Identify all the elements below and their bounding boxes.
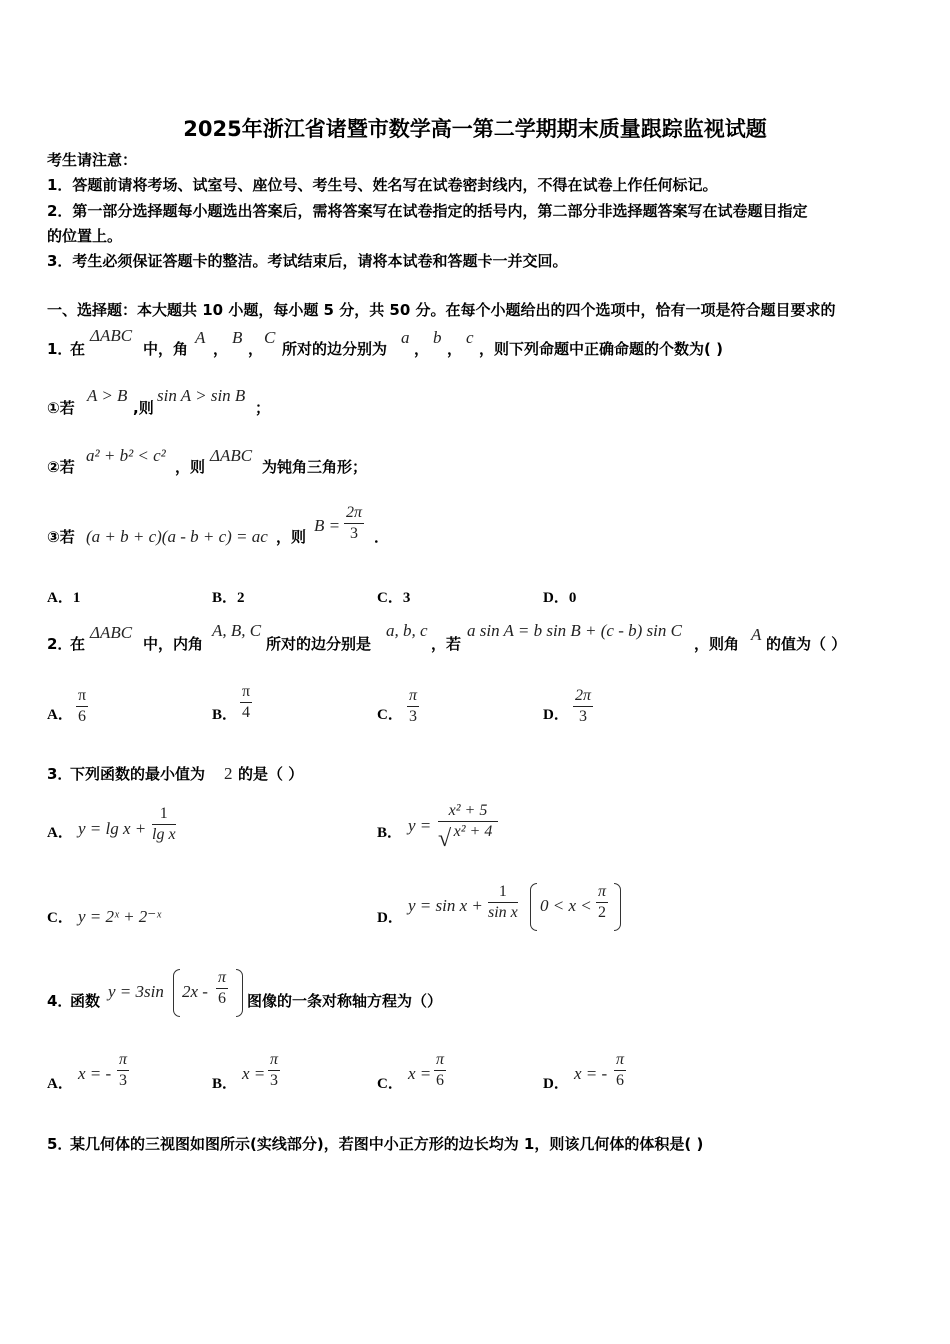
q2-text: 的值为（ ） (766, 635, 847, 653)
q4-text: 图像的一条对称轴方程为（） (247, 992, 443, 1010)
q1-comma: ， (414, 340, 430, 358)
q2-triangle: ΔABC (90, 623, 133, 642)
left-paren-icon (530, 883, 537, 931)
option-c: C．3 (377, 590, 411, 606)
q1-text: 中，角 (143, 340, 189, 358)
q3-a-expr: y = lg x + (78, 819, 147, 838)
q1-text: ，则 (276, 528, 307, 546)
right-paren-icon (614, 883, 621, 931)
question-number: 4． (47, 992, 73, 1010)
q2-text: ，若 (431, 635, 462, 653)
q1-angle-c: C (264, 328, 276, 347)
notice-heading: 考生请注意： (47, 151, 138, 169)
option-b: B． (212, 707, 238, 723)
fraction: $\frac{\pi}{3}$ (409, 687, 418, 725)
q4-d-expr: x = - (574, 1064, 608, 1083)
q1-text: 所对的边分别为 (282, 340, 388, 358)
q1-side-a: a (401, 328, 410, 347)
option-d: D．0 (543, 590, 577, 606)
notice-item: 1．答题前请将考场、试室号、座位号、考生号、姓名写在试卷密封线内，不得在试卷上作任何标记。 (47, 176, 718, 194)
q5-text: 某几何体的三视图如图所示(实线部分)，若图中小正方形的边长均为 1，则该几何体的体积是( ) (70, 1135, 704, 1153)
q2-text: 在 (70, 635, 86, 653)
q3-c-expr: y = 2ˣ + 2⁻ˣ (78, 907, 162, 926)
option-c: C． (377, 1076, 403, 1092)
q4-text: 函数 (70, 992, 101, 1010)
option-b: B． (212, 1076, 238, 1092)
q1-statement-3: ③若 (47, 528, 75, 546)
q1-side-b: b (433, 328, 442, 347)
q1-math: (a + b + c)(a - b + c) = ac (86, 527, 268, 546)
q2-text: ，则角 (694, 635, 740, 653)
q1-comma: ， (447, 340, 463, 358)
q1-angle-a: A (195, 328, 206, 347)
option-b: B． (377, 825, 403, 841)
q4-function-inner: 2x - (182, 982, 208, 1001)
q3-d-expr: y = sin x + (408, 896, 483, 915)
option-a: A． (47, 825, 73, 841)
sqrt-icon: √ (438, 826, 452, 852)
q3-text: 的是（ ） (238, 765, 304, 783)
q1-text: ，则 (175, 458, 206, 476)
q1-statement-2: ②若 (47, 458, 75, 476)
left-paren-icon (173, 969, 180, 1017)
question-number: 3． (47, 765, 73, 783)
page-title: 2025年浙江省诸暨市数学高一第二学期期末质量跟踪监视试题 (183, 117, 767, 141)
fraction: $\frac{\pi}{6}$ (436, 1051, 445, 1089)
section-heading: 一、选择题：本大题共 10 小题，每小题 5 分，共 50 分。在每个小题给出的四个选项中，恰有一项是符合题目要求的 (47, 301, 836, 319)
q1-math: sin A > sin B (157, 386, 246, 405)
option-d: D． (377, 910, 403, 926)
option-d: D． (543, 1076, 569, 1092)
fraction: $\frac{1}{\text{sin x}}$ (488, 883, 518, 921)
q2-text: 所对的边分别是 (266, 635, 372, 653)
question-number: 2． (47, 635, 73, 653)
q4-a-expr: x = - (78, 1064, 112, 1083)
q4-b-expr: x = (242, 1064, 266, 1083)
fraction: $\frac{\pi}{6}$ (78, 687, 87, 725)
q2-angles: A, B, C (212, 621, 262, 640)
q1-statement-1: ①若 (47, 399, 75, 417)
fraction: $\frac{\pi}{3}$ (119, 1051, 128, 1089)
fraction: $\frac{\pi}{3}$ (270, 1051, 279, 1089)
q1-text: ． (374, 528, 390, 546)
fraction: $\frac{2\pi}{3}$ (346, 504, 363, 542)
q1-comma: ， (213, 340, 229, 358)
q1-angle-b: B (232, 328, 243, 347)
question-number: 5． (47, 1135, 73, 1153)
q1-side-c: c (466, 328, 474, 347)
right-paren-icon (236, 969, 243, 1017)
q1-math: ΔABC (210, 446, 253, 465)
option-c: C． (377, 707, 403, 723)
q1-text: ； (255, 399, 271, 417)
option-a: A．1 (47, 590, 81, 606)
fraction: $\frac{2\pi}{3}$ (575, 687, 592, 725)
q2-equation: a sin A = b sin B + (c - b) sin C (467, 621, 682, 640)
q1-math: B = (314, 516, 341, 535)
q3-text: 下列函数的最小值为 (70, 765, 206, 783)
option-c: C． (47, 910, 73, 926)
fraction: $\frac{\pi}{6}$ (616, 1051, 625, 1089)
question-number: 1． (47, 340, 73, 358)
q3-d-cond: 0 < x < (540, 896, 592, 915)
notice-item: 2．第一部分选择题每小题选出答案后，需将答案写在试卷指定的括号内，第二部分非选择题答案写在试卷题目指定 (47, 202, 808, 220)
q1-comma: ， (248, 340, 264, 358)
option-b: B．2 (212, 590, 245, 606)
q2-text: 中，内角 (143, 635, 204, 653)
q1-text: ,则 (133, 399, 154, 417)
q3-b-expr: y = (408, 816, 432, 835)
q1-text: ，则下列命题中正确命题的个数为( ) (479, 340, 723, 358)
q1-text: 为钝角三角形； (262, 458, 368, 476)
q2-sides: a, b, c (386, 621, 428, 640)
q3-math: 2 (224, 764, 233, 783)
q4-function: y = 3sin (108, 982, 164, 1001)
q1-triangle: ΔABC (90, 326, 133, 345)
fraction: $\frac{\text{x² + 5}}{\text{x² + 4}}$ (438, 803, 498, 840)
option-d: D． (543, 707, 569, 723)
option-a: A． (47, 707, 73, 723)
notice-item: 的位置上。 (47, 227, 123, 245)
q1-math: A > B (87, 386, 128, 405)
q2-angle-a: A (751, 625, 762, 644)
q4-c-expr: x = (408, 1064, 432, 1083)
q1-math: a² + b² < c² (86, 446, 166, 465)
q1-text: 在 (70, 340, 86, 358)
fraction: $\frac{\pi}{4}$ (242, 683, 251, 721)
fraction: $\frac{\pi}{2}$ (598, 883, 607, 921)
fraction: $\frac{1}{\text{lg x}}$ (152, 805, 176, 843)
option-a: A． (47, 1076, 73, 1092)
fraction: $\frac{\pi}{6}$ (218, 969, 227, 1007)
notice-item: 3．考生必须保证答题卡的整洁。考试结束后，请将本试卷和答题卡一并交回。 (47, 252, 568, 270)
